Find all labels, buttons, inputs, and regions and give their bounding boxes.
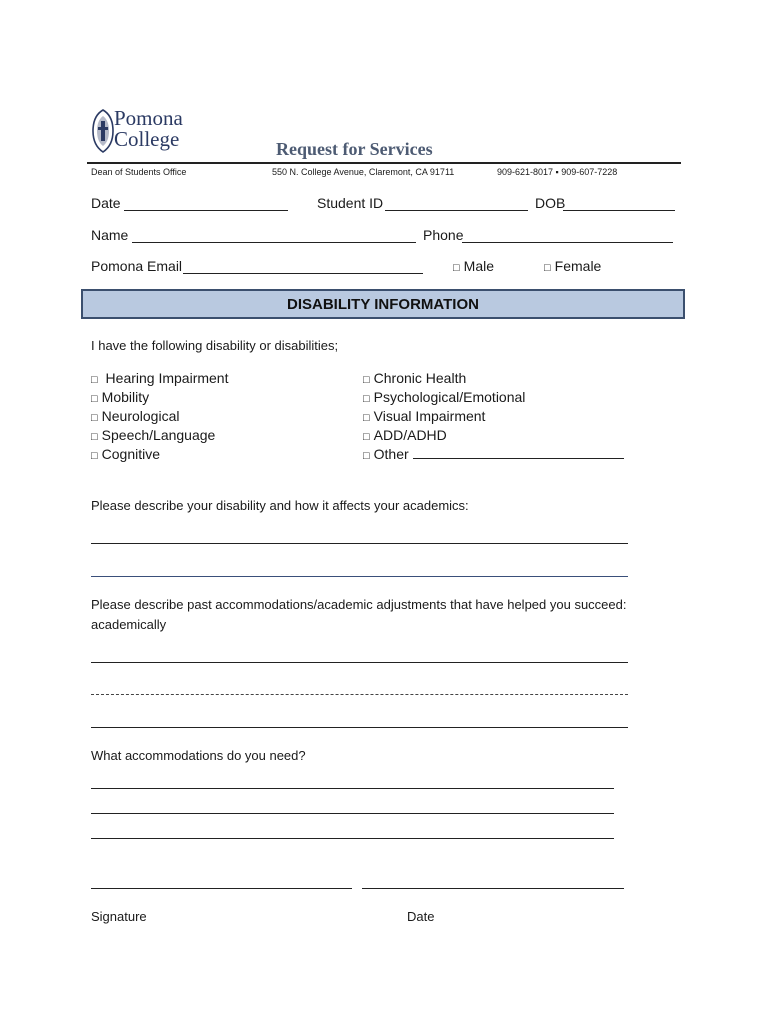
disability-option[interactable]: □ Psychological/Emotional [363, 389, 526, 405]
question-disability-description: Please describe your disability and how it affects your academics: [91, 498, 469, 513]
question-past-accommodations-cont: academically [91, 617, 167, 632]
header-rule [87, 162, 681, 164]
female-option[interactable] [544, 258, 601, 274]
answer-line[interactable] [91, 727, 628, 728]
phone-field[interactable] [462, 242, 673, 243]
other-field[interactable] [413, 457, 624, 459]
checkbox-icon[interactable]: □ [91, 431, 98, 443]
phone-label: Phone [423, 227, 464, 243]
answer-line[interactable] [91, 543, 628, 544]
male-option[interactable] [453, 258, 494, 274]
disability-option[interactable]: □ Mobility [91, 389, 150, 405]
disability-option[interactable]: □ Visual Impairment [363, 408, 486, 424]
name-label: Name [91, 227, 129, 243]
disability-option[interactable]: □ Speech/Language [91, 427, 216, 443]
name-field[interactable] [132, 242, 416, 243]
email-field[interactable] [183, 273, 423, 274]
question-past-accommodations: Please describe past accommodations/academic adjustments that have helped you succeed: [91, 597, 627, 612]
logo-text-pomona: Pomona [114, 106, 183, 130]
disability-option[interactable]: □ ADD/ADHD [363, 427, 447, 443]
disability-option[interactable]: □ Other [363, 445, 624, 464]
disability-list-left [91, 369, 228, 464]
signature-date-label: Date [407, 909, 435, 924]
answer-line[interactable] [91, 576, 628, 577]
office-phones: 909-621-8017 ▪ 909-607-7228 [497, 167, 618, 177]
answer-line[interactable] [91, 838, 614, 839]
female-label: Female [554, 258, 602, 274]
disability-option[interactable]: □ Neurological [91, 408, 180, 424]
office-address: 550 N. College Avenue, Claremont, CA 91711 [272, 167, 455, 177]
answer-line[interactable] [91, 788, 614, 789]
date-field[interactable] [124, 210, 288, 211]
answer-line[interactable] [91, 694, 628, 695]
section-title: DISABILITY INFORMATION [287, 296, 479, 313]
checkbox-icon[interactable]: □ [91, 393, 98, 405]
disability-option[interactable]: □ Cognitive [91, 446, 161, 462]
college-seal-icon [92, 109, 114, 153]
female-checkbox-icon[interactable]: □ [544, 262, 551, 274]
answer-line[interactable] [91, 662, 628, 663]
checkbox-icon[interactable]: □ [91, 412, 98, 424]
question-needed-accommodations: What accommodations do you need? [91, 748, 306, 763]
email-label: Pomona Email [91, 258, 183, 274]
form-title: Request for Services [276, 139, 433, 159]
date-label: Date [91, 195, 121, 211]
checkbox-icon[interactable]: □ [363, 393, 370, 405]
checkbox-icon[interactable]: □ [363, 431, 370, 443]
section-banner [81, 289, 685, 319]
student-id-label: Student ID [317, 195, 384, 211]
office-name: Dean of Students Office [91, 167, 187, 177]
disability-option[interactable]: □ Hearing Impairment [91, 370, 229, 386]
disability-list-right [363, 369, 624, 464]
signature-field[interactable] [91, 888, 352, 889]
college-logo [92, 107, 192, 155]
checkbox-icon[interactable]: □ [91, 450, 98, 462]
signature-date-field[interactable] [362, 888, 624, 889]
male-label: Male [463, 258, 495, 274]
disability-option[interactable]: □ Chronic Health [363, 370, 467, 386]
checkbox-icon[interactable]: □ [91, 374, 98, 386]
checkbox-icon[interactable]: □ [363, 450, 370, 462]
male-checkbox-icon[interactable]: □ [453, 262, 460, 274]
checkbox-icon[interactable]: □ [363, 412, 370, 424]
disability-intro: I have the following disability or disabilities; [91, 338, 339, 353]
signature-label: Signature [91, 909, 147, 924]
dob-field[interactable] [563, 210, 675, 211]
logo-text-college: College [114, 127, 180, 151]
checkbox-icon[interactable]: □ [363, 374, 370, 386]
dob-label: DOB [535, 195, 566, 211]
answer-line[interactable] [91, 813, 614, 814]
student-id-field[interactable] [385, 210, 528, 211]
